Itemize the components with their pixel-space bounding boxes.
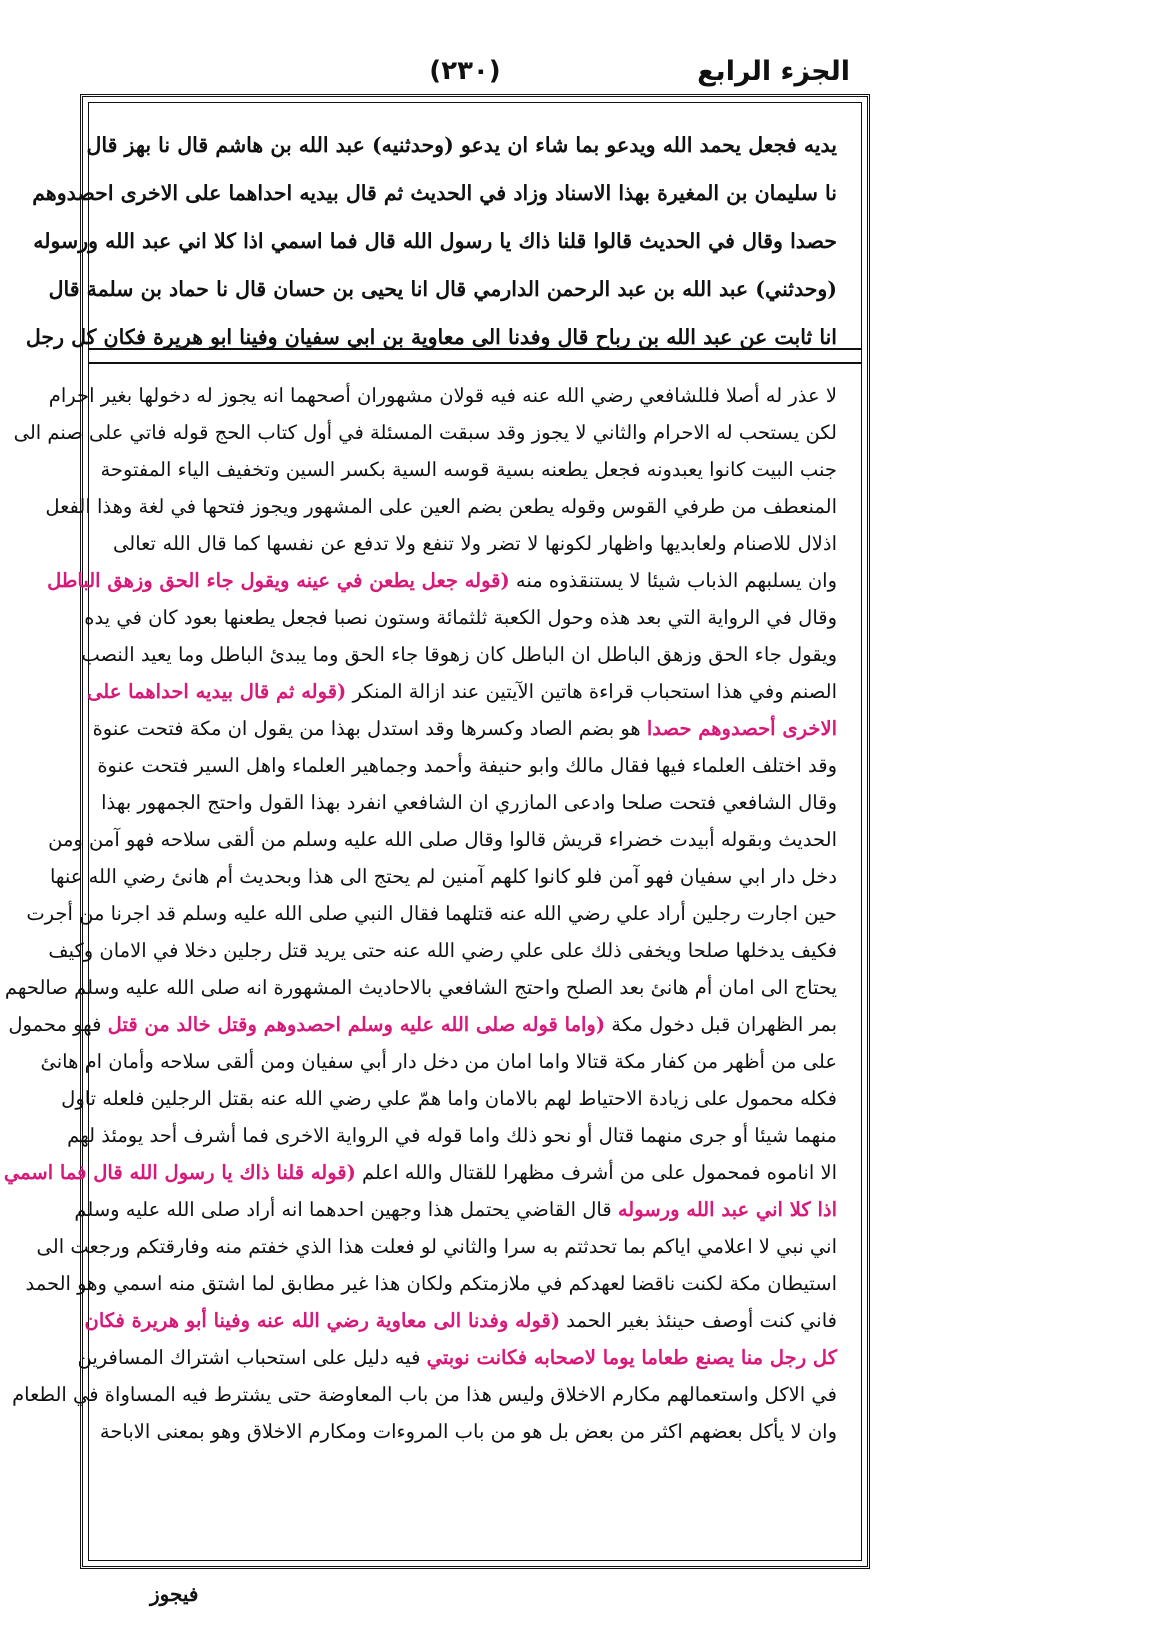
part-label: الجزء الرابع bbox=[697, 56, 850, 87]
commentary-line bbox=[81, 636, 837, 673]
commentary-segment: الحديث وبقوله أبيدت خضراء قريش قالوا وقال صلى الله عليه وسلم من ألقى سلاحه فهو آمن ومن bbox=[48, 828, 837, 851]
commentary-line bbox=[97, 747, 837, 784]
commentary-line bbox=[4, 969, 837, 1006]
hadith-segment: حصدا وقال في الحديث قالوا قلنا ذاك يا رسول الله قال فما اسمي اذا كلا اني عبد الله ورسوله bbox=[33, 229, 837, 253]
commentary-line bbox=[87, 673, 837, 710]
commentary-line bbox=[99, 1413, 837, 1450]
quoted-lemma: كل رجل منا يصنع طعاما يوما لاصحابه فكانت نوبتي bbox=[426, 1346, 837, 1369]
commentary-line bbox=[101, 784, 837, 821]
commentary-segment: وقال الشافعي فتحت صلحا وادعى المازري ان الشافعي انفرد بهذا القول واحتج الجمهور بهذا bbox=[101, 791, 837, 814]
commentary-segment: قال القاضي يحتمل هذا وجهين احدهما انه أراد صلى الله عليه وسلم bbox=[74, 1198, 618, 1221]
hadith-line bbox=[48, 265, 837, 313]
hadith-chain-marker: (وحدثني) bbox=[755, 277, 837, 301]
commentary-segment: فكيف يدخلها صلحا ويخفى ذلك على علي رضي الله عنه حتى يريد قتل رجلين دخلا في الامان وكيف bbox=[48, 939, 837, 962]
catchword: فيجوز bbox=[150, 1582, 199, 1606]
commentary-segment: وقال في الرواية التي بعد هذه وحول الكعبة ثلثمائة وستون نصبا فجعل يطعنها بعود كان في يده bbox=[84, 606, 837, 629]
commentary-line bbox=[26, 895, 837, 932]
commentary-line bbox=[74, 1191, 837, 1228]
commentary-segment: بمر الظهران قبل دخول مكة bbox=[605, 1013, 837, 1036]
hadith-line bbox=[33, 217, 837, 265]
hadith-chain-marker: (وحدثنيه) bbox=[371, 133, 454, 157]
commentary-line bbox=[36, 1228, 837, 1265]
commentary-line bbox=[13, 414, 837, 451]
commentary-segment: وان لا يأكل بعضهم اكثر من بعض بل هو من باب المروءات ومكارم الاخلاق وهو بمعنى الاباحة bbox=[99, 1420, 837, 1443]
hadith-segment: نا سليمان بن المغيرة بهذا الاسناد وزاد في الحديث ثم قال بيديه احداهما على الاخرى احصدوهم bbox=[32, 181, 837, 205]
commentary-line bbox=[113, 525, 837, 562]
quoted-lemma: (قوله وفدنا الى معاوية رضي الله عنه وفينا أبو هريرة فكان bbox=[84, 1309, 561, 1332]
commentary-segment: حين اجارت رجلين أراد علي رضي الله عنه قتلهما فقال النبي صلى الله عليه وسلم قد اجرنا من أجرت bbox=[26, 902, 837, 925]
commentary-segment: المنعطف من طرفي القوس وقوله يطعن بضم العين على المشهور ويجوز فتحها في لغة وهذا الفعل bbox=[45, 495, 837, 518]
commentary-segment: يحتاج الى امان أم هانئ بعد الصلح واحتج الشافعي بالاحاديث المشهورة انه صلى الله عليه وسلم صالحهم bbox=[4, 976, 837, 999]
page-frame-inner bbox=[3, 102, 862, 1561]
commentary-line bbox=[84, 1302, 837, 1339]
commentary-segment: فيه دليل على استحباب اشتراك المسافرين bbox=[77, 1346, 427, 1369]
commentary-line bbox=[84, 599, 837, 636]
commentary-line bbox=[100, 451, 837, 488]
commentary-line bbox=[8, 1006, 837, 1043]
commentary-segment: استيطان مكة لكنت ناقضا لعهدكم في ملازمتكم ولكان هذا غير مطابق لما اشتق منه اسمي وهو الحمد bbox=[25, 1272, 837, 1295]
quoted-lemma: (واما قوله صلى الله عليه وسلم احصدوهم وقتل خالد من قتل bbox=[107, 1013, 606, 1036]
commentary-line bbox=[67, 1117, 837, 1154]
section-divider bbox=[89, 348, 861, 364]
hadith-line bbox=[86, 121, 837, 169]
quoted-lemma: (قوله ثم قال بيديه احداهما على bbox=[87, 680, 347, 703]
commentary-line bbox=[49, 858, 837, 895]
hadith-segment: عبد الله بن هاشم قال نا بهز قال bbox=[86, 133, 372, 157]
commentary-line bbox=[47, 562, 837, 599]
commentary-segment: اذلال للاصنام ولعابديها واظهار لكونها لا تضر ولا تنفع ولا تدفع عن نفسها كما قال الله تعالى bbox=[113, 532, 837, 555]
commentary-segment: منهما شيئا أو جرى منهما قتال أو نحو ذلك واما قوله في الرواية الاخرى فما أشرف أحد يومئذ لهم bbox=[67, 1124, 837, 1147]
commentary-segment: هو بضم الصاد وكسرها وقد استدل بهذا من يقول ان مكة فتحت عنوة bbox=[92, 717, 647, 740]
commentary-line bbox=[45, 488, 837, 525]
commentary-segment: وان يسلبهم الذباب شيئا لا يستنقذوه منه bbox=[509, 569, 837, 592]
commentary-line bbox=[92, 710, 837, 747]
commentary-line bbox=[48, 377, 837, 414]
commentary-segment: لكن يستحب له الاحرام والثاني لا يجوز وقد سبقت المسئلة في أول كتاب الحج قوله فاتي على صنم الى bbox=[13, 421, 837, 444]
quoted-lemma: الاخرى أحصدوهم حصدا bbox=[646, 717, 837, 740]
commentary-segment: جنب البيت كانوا يعبدونه فجعل يطعنه بسية قوسه السية بكسر السين وتخفيف الياء المفتوحة bbox=[100, 458, 837, 481]
hadith-segment: انا ثابت عن عبد الله بن رباح قال وفدنا الى معاوية بن ابي سفيان وفينا ابو هريرة فكان كل رجل bbox=[25, 325, 837, 349]
quoted-lemma: (قوله جعل يطعن في عينه ويقول جاء الحق وزهق الباطل bbox=[47, 569, 510, 592]
commentary-line bbox=[40, 1043, 837, 1080]
commentary-segment: على من أظهر من كفار مكة قتالا واما امان من دخل دار أبي سفيان ومن ألقى سلاحه وأمان ام هانئ bbox=[40, 1050, 837, 1073]
commentary-segment: فهو محمول bbox=[8, 1013, 108, 1036]
hadith-text bbox=[25, 121, 861, 361]
commentary-segment: في الاكل واستعمالهم مكارم الاخلاق وليس هذا من باب المعاوضة حتى يشترط فيه المساواة في الطعام bbox=[12, 1383, 837, 1406]
commentary-text bbox=[3, 377, 861, 1450]
commentary-line bbox=[3, 1154, 837, 1191]
commentary-segment: الصنم وفي هذا استحباب قراءة هاتين الآيتين عند ازالة المنكر bbox=[346, 680, 837, 703]
quoted-lemma: اذا كلا اني عبد الله ورسوله bbox=[617, 1198, 837, 1221]
commentary-segment: لا عذر له أصلا فللشافعي رضي الله عنه فيه قولان مشهوران أصحهما انه يجوز له دخولها بغير احرام bbox=[48, 384, 837, 407]
commentary-segment: فاني كنت أوصف حينئذ بغير الحمد bbox=[560, 1309, 837, 1332]
commentary-line bbox=[25, 1265, 837, 1302]
commentary-segment: ويقول جاء الحق وزهق الباطل ان الباطل كان زهوقا جاء الحق وما يبدئ الباطل وما يعيد النصب bbox=[81, 643, 837, 666]
hadith-line bbox=[32, 169, 837, 217]
commentary-segment: فكله محمول على زيادة الاحتياط لهم بالامان واما همّ علي رضي الله عنه بقتل الرجلين فلعله تاول bbox=[61, 1087, 837, 1110]
hadith-segment: يديه فجعل يحمد الله ويدعو بما شاء ان يدعو bbox=[453, 133, 837, 157]
commentary-segment: وقد اختلف العلماء فيها فقال مالك وابو حنيفة وأحمد وجماهير العلماء واهل السير فتحت عنوة bbox=[97, 754, 837, 777]
commentary-line bbox=[48, 932, 837, 969]
commentary-segment: دخل دار ابي سفيان فهو آمن فلو كانوا كلهم آمنين لم يحتج الى هذا وبحديث أم هانئ رضي الله عنها bbox=[49, 865, 837, 888]
commentary-segment: اني نبي لا اعلامي اياكم بما تحدثتم به سرا والثاني لو فعلت هذا الذي خفتم منه وفارقتكم ورجعت الى bbox=[36, 1235, 837, 1258]
commentary-segment: الا اناموه فمحمول على من أشرف مظهرا للقتال والله اعلم bbox=[355, 1161, 837, 1184]
quoted-lemma: (قوله قلنا ذاك يا رسول الله قال فما اسمي bbox=[3, 1161, 356, 1184]
page-number: (٢٣٠) bbox=[429, 56, 501, 86]
page-header bbox=[80, 50, 850, 96]
hadith-segment: عبد الله بن عبد الرحمن الدارمي قال انا يحيى بن حسان قال نا حماد بن سلمة قال bbox=[48, 277, 756, 301]
commentary-line bbox=[12, 1376, 837, 1413]
page-frame bbox=[3, 94, 870, 1569]
commentary-line bbox=[48, 821, 837, 858]
commentary-line bbox=[77, 1339, 837, 1376]
commentary-line bbox=[61, 1080, 837, 1117]
